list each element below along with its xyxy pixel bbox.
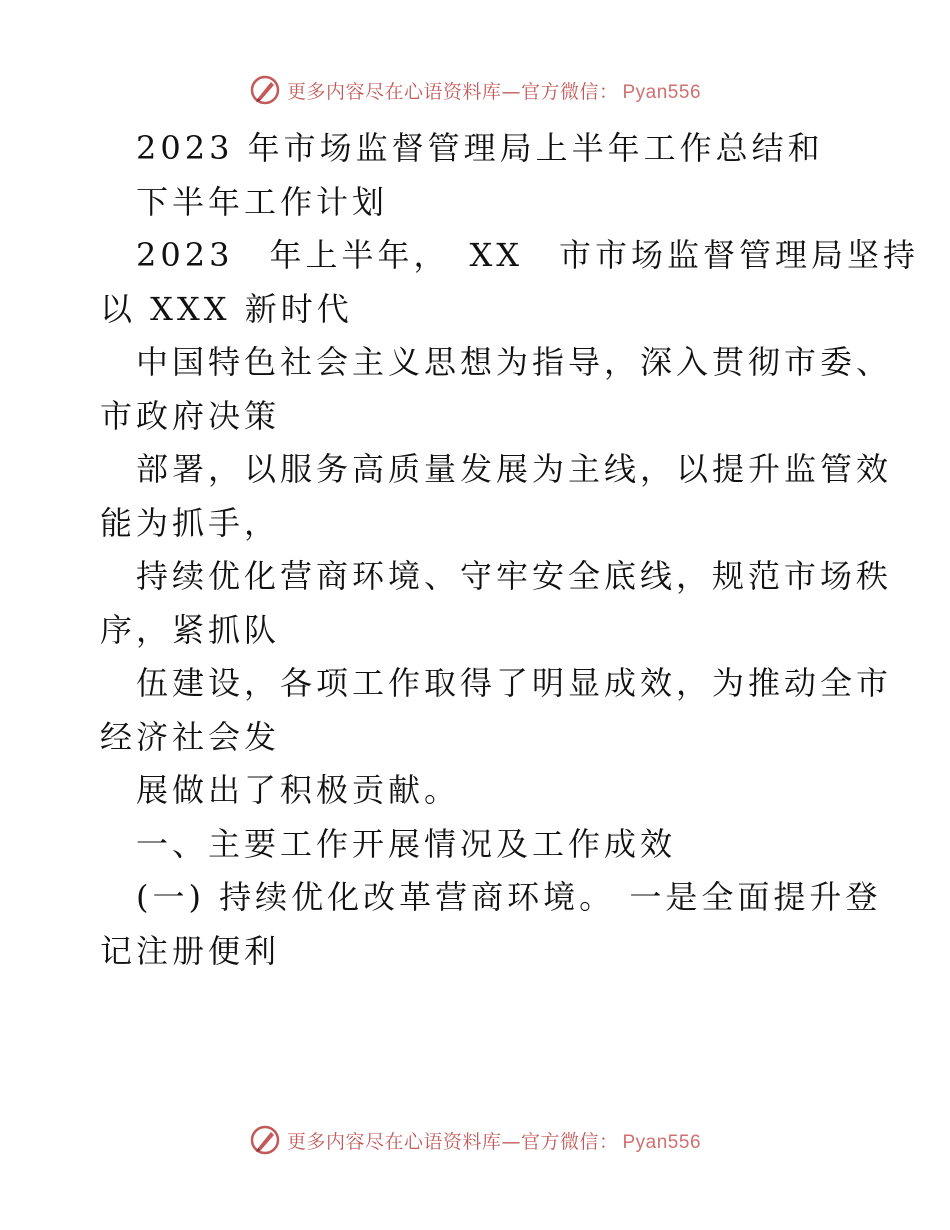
text-line: 市政府决策 [100,396,281,435]
watermark-text: 更多内容尽在心语资料库—官方微信： Pyan556 [286,80,702,103]
document-body [100,122,920,978]
text-line: 伍建设，各项工作取得了明显成效，为推动全市 [136,664,893,702]
text-line: 持续优化营商环境、守牢安全底线，规范市场秩 [136,557,893,595]
text-line: 展做出了积极贡献。 [136,771,461,809]
pen-logo-icon [249,74,281,106]
text-line: 一、主要工作开展情况及工作成效 [136,824,677,863]
watermark-header [0,70,950,110]
text-line: 2023 年上半年， XX 市市场监督管理局坚持 [136,236,920,274]
text-line: 记注册便利 [100,931,281,970]
text-line: (一) 持续优化改革营商环境。 一是全面提升登 [136,878,882,916]
text-line: 2023 年市场监督管理局上半年工作总结和 [136,129,824,167]
pen-logo-icon [249,1124,281,1156]
watermark-footer [0,1120,950,1160]
watermark-text: 更多内容尽在心语资料库—官方微信： Pyan556 [286,1130,702,1153]
text-line: 下半年工作计划 [136,182,389,221]
text-line: 部署，以服务高质量发展为主线，以提升监管效 [136,450,893,488]
text-line: 序，紧抓队 [100,610,281,649]
text-line: 中国特色社会主义思想为指导，深入贯彻市委、 [136,343,893,381]
text-line: 能为抓手， [100,503,281,542]
text-line: 以 XXX 新时代 [100,289,353,328]
text-line: 经济社会发 [100,717,281,756]
